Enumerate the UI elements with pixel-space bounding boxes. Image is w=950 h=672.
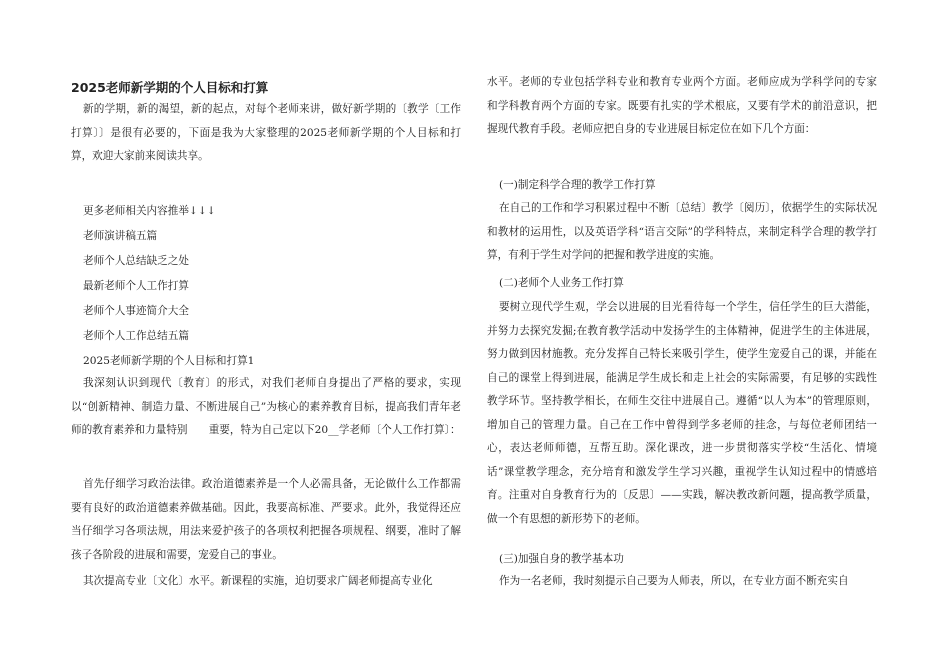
related-link-4[interactable]: 老师个人事迹简介大全 <box>83 305 189 317</box>
heading-2: (二)老师个人业务工作打算 <box>499 277 624 289</box>
more-content-header: 更多老师相关内容推举↓↓↓ <box>83 205 216 217</box>
related-link-5[interactable]: 老师个人工作总结五篇 <box>83 330 189 342</box>
document-title: 2025老师新学期的个人目标和打算 <box>71 80 269 95</box>
right-paragraph-0: 水平。老师的专业包括学科专业和教育专业两个方面。老师应成为学科学问的专家和学科教育两个方面的专家。既要有扎实的学术根底，又要有学术的前沿意识，把握现代教育手段。老师应把自身的专业进展目标定位在如下几个方面： <box>487 76 877 135</box>
paragraph-1: 我深刻认识到现代〔教育〕的形式，对我们老师自身提出了严格的要求，实现以“创新精神、制造力量、不断进展自己”为核心的素养教育目标，提高我们青年老师的教育素养和力量特别 重要，特为自己定以下20__学老师〔个人工作打算〕： <box>71 377 461 436</box>
right-paragraph-1: 在自己的工作和学习积累过程中不断〔总结〕教学〔阅历〕，依据学生的实际状况和教材的运用性，以及英语学科“语言交际”的学科特点，来制定科学合理的教学打算，有利于学生对学问的把握和教学进度的实施。 <box>487 202 877 261</box>
heading-3: (三)加强自身的教学基本功 <box>499 553 624 565</box>
related-link-2[interactable]: 老师个人总结缺乏之处 <box>83 255 189 267</box>
section-subtitle: 2025老师新学期的个人目标和打算1 <box>83 355 255 367</box>
paragraph-2: 首先仔细学习政治法律。政治道德素养是一个人必需具备，无论做什么工作都需要有良好的政治道德素养做基础。因此，我要高标准、严要求。此外，我觉得还应当仔细学习各项法规，用法来爱护孩子的各项权利把握各项规程、纲要，准时了解孩子各阶段的进展和需要，宠爱自己的事业。 <box>71 478 461 561</box>
paragraph-3: 其次提高专业〔文化〕水平。新课程的实施，迫切要求广阔老师提高专业化 <box>83 575 433 587</box>
heading-1: (一)制定科学合理的教学工作打算 <box>499 179 656 191</box>
right-paragraph-2: 要树立现代学生观，学会以进展的目光看待每一个学生，信任学生的巨大潜能，并努力去探究发掘;在教育教学活动中发扬学生的主体精神，促进学生的主体进展，努力做到因材施教。充分发挥自己特长来吸引学生，使学生宠爱自己的课，并能在自己的课堂上得到进展，能满足学生成长和走上社会的实际需要，有足够的实践性教学环节。坚持教学相长，在师生交往中进展自己。遵循“以人为本”的管理原则，增加自己的管理力量。自己在工作中曾得到学多老师的挂念，与每位老师团结一心，表达老师师德，互帮互助。深化课改，进一步贯彻落实学校“生活化、情境话”课堂教学理念，充分培育和激发学生学习兴趣，重视学生认知过程中的情感培育。注重对自身教育行为的〔反思〕——实践，解决教改新问题，提高教学质量，做一个有思想的新形势下的老师。 <box>487 301 877 525</box>
intro-paragraph: 新的学期，新的渴望，新的起点，对每个老师来讲，做好新学期的〔教学〔工作打算〕〕是很有必要的，下面是我为大家整理的2025老师新学期的个人目标和打算，欢迎大家前来阅读共享。 <box>71 103 461 162</box>
related-link-1[interactable]: 老师演讲稿五篇 <box>83 230 158 242</box>
right-paragraph-3: 作为一名老师，我时刻提示自己要为人师表，所以，在专业方面不断充实自 <box>499 575 849 587</box>
related-link-3[interactable]: 最新老师个人工作打算 <box>83 280 189 292</box>
